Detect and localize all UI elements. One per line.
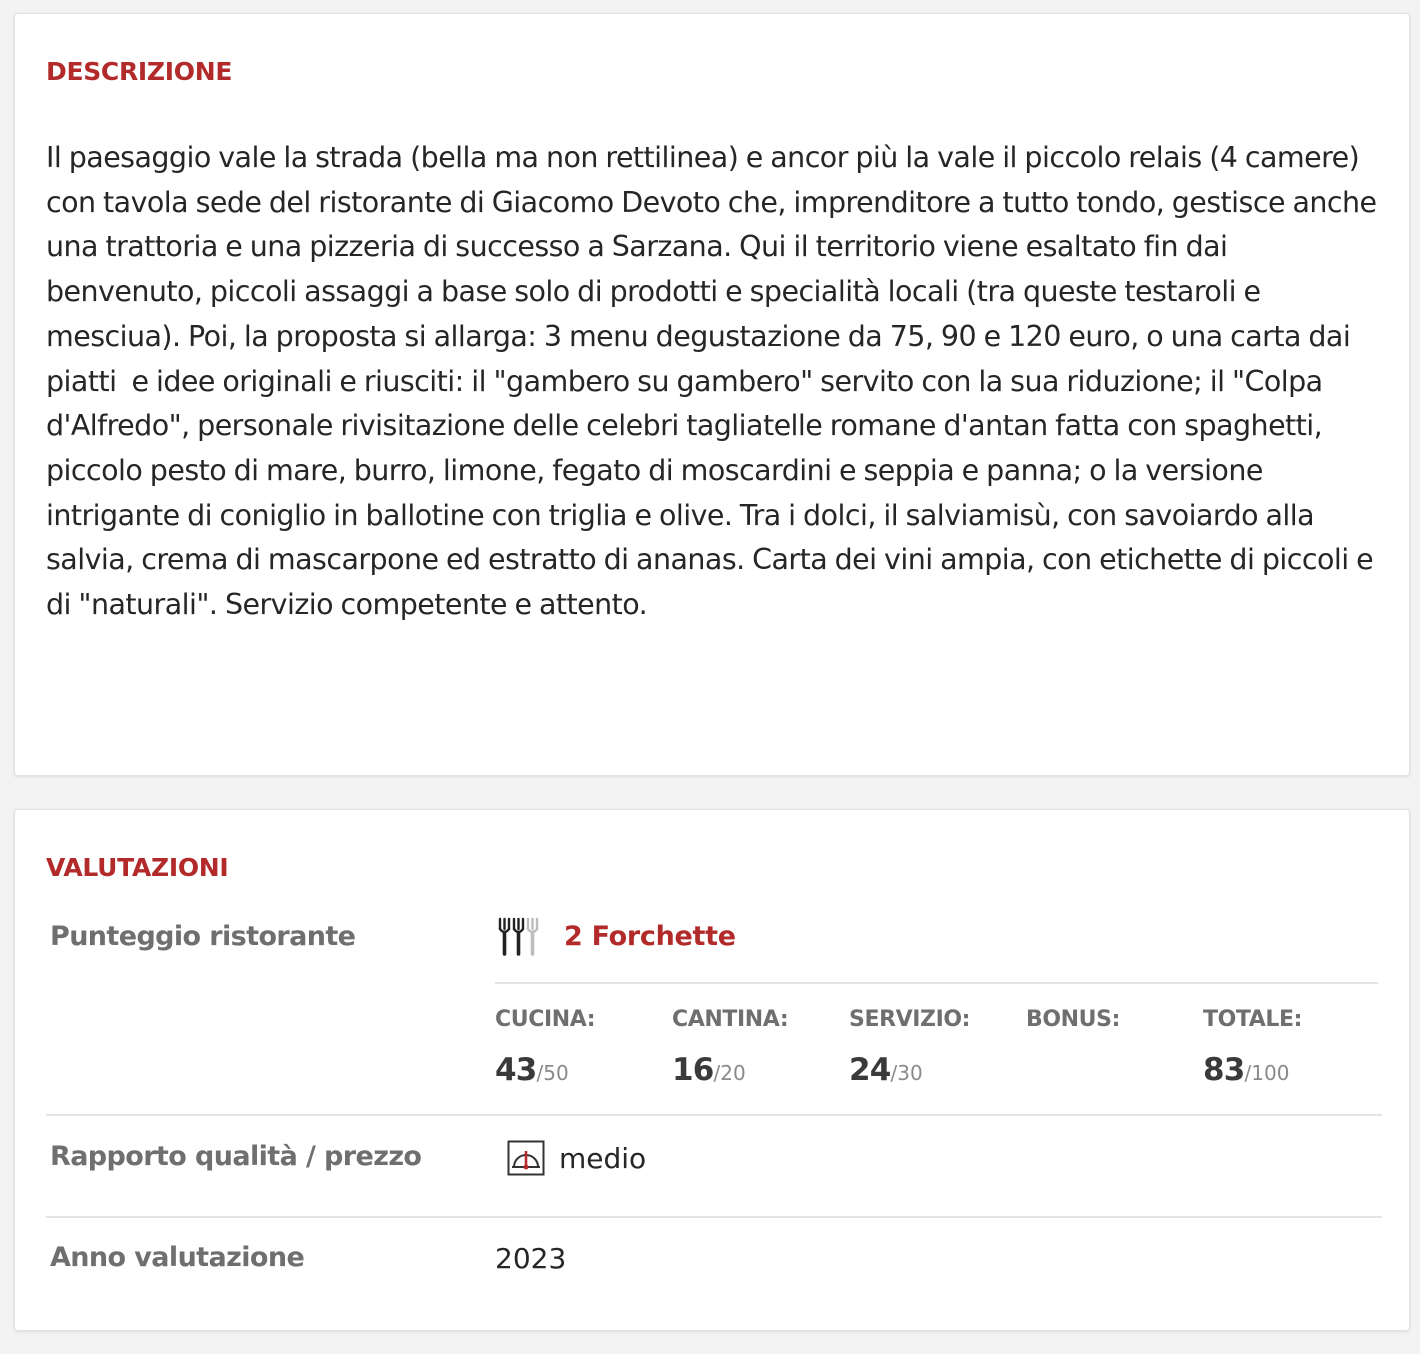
score-value xyxy=(1026,1052,1203,1088)
price-gauge-icon xyxy=(507,1140,545,1176)
description-text: Il paesaggio vale la strada (bella ma non rettilinea) e ancor più la vale il piccolo relais (4 camere) con tavola sede del ristorante di Giacomo Devoto che, imprenditore a tutto tondo, gestisce anche una trattoria e una pizzeria di successo a Sarzana. Qui il territorio viene esaltato fin dai benvenuto, piccoli assaggi a base solo di prodotti e specialità locali (tra queste testaroli e mesciua). Poi, la proposta si allarga: 3 menu degustazione da 75, 90 e 120 euro, o una carta dai piatti e idee originali e riusciti: il "gambero su gambero" servito con la sua riduzione; il "Colpa d'Alfredo", personale rivisitazione delle celebri tagliatelle romane d'antan fatta con spaghetti, piccolo pesto di mare, burro, limone, fegato di moscardini e seppia e panna; o la versione intrigante di coniglio in ballotine con triglia e olive. Tra i dolci, il salviamisù, con savoiardo alla salvia, crema di mascarpone ed estratto di ananas. Carta dei vini ampia, con etichette di piccoli e di "naturali". Servizio competente e attento. xyxy=(46,141,1385,622)
score-cucina xyxy=(495,1008,672,1088)
score-label: TOTALE: xyxy=(1203,1007,1303,1032)
restaurant-score-label: Punteggio ristorante xyxy=(50,921,356,952)
evaluation-year-value: 2023 xyxy=(495,1242,567,1275)
description-title: DESCRIZIONE xyxy=(46,57,233,86)
score-number: 16 xyxy=(672,1052,714,1088)
score-max: /50 xyxy=(536,1061,569,1085)
row-divider xyxy=(46,1114,1382,1116)
price-quality-label: Rapporto qualità / prezzo xyxy=(50,1141,422,1172)
fork-2 xyxy=(514,919,523,954)
ratings-card xyxy=(14,809,1410,1331)
row-divider xyxy=(46,1216,1382,1218)
score-value xyxy=(849,1052,1026,1088)
forks-label: 2 Forchette xyxy=(564,920,736,952)
score-totale xyxy=(1203,1008,1380,1088)
score-max: /20 xyxy=(713,1061,746,1085)
score-value xyxy=(672,1052,849,1088)
score-label: BONUS: xyxy=(1026,1007,1120,1032)
score-number: 43 xyxy=(495,1052,537,1088)
price-quality-text: medio xyxy=(559,1141,647,1175)
price-quality-value xyxy=(495,1140,646,1176)
fork-1 xyxy=(500,919,509,954)
forks-icon xyxy=(496,915,544,957)
score-max: /30 xyxy=(890,1061,923,1085)
score-label: CUCINA: xyxy=(495,1007,596,1032)
ratings-title: VALUTAZIONI xyxy=(46,853,229,882)
fork-3 xyxy=(528,919,537,954)
scores-divider xyxy=(495,982,1378,984)
score-label: SERVIZIO: xyxy=(849,1007,971,1032)
score-label: CANTINA: xyxy=(672,1007,789,1032)
score-value xyxy=(495,1052,672,1088)
description-card xyxy=(14,13,1410,776)
score-breakdown xyxy=(495,1008,1380,1088)
score-number: 24 xyxy=(849,1052,891,1088)
score-servizio xyxy=(849,1008,1026,1088)
score-number: 83 xyxy=(1203,1052,1245,1088)
forks-rating xyxy=(496,915,736,957)
score-value xyxy=(1203,1052,1380,1088)
score-bonus xyxy=(1026,1008,1203,1088)
score-max: /100 xyxy=(1244,1061,1290,1085)
score-cantina xyxy=(672,1008,849,1088)
evaluation-year-label: Anno valutazione xyxy=(50,1242,305,1273)
